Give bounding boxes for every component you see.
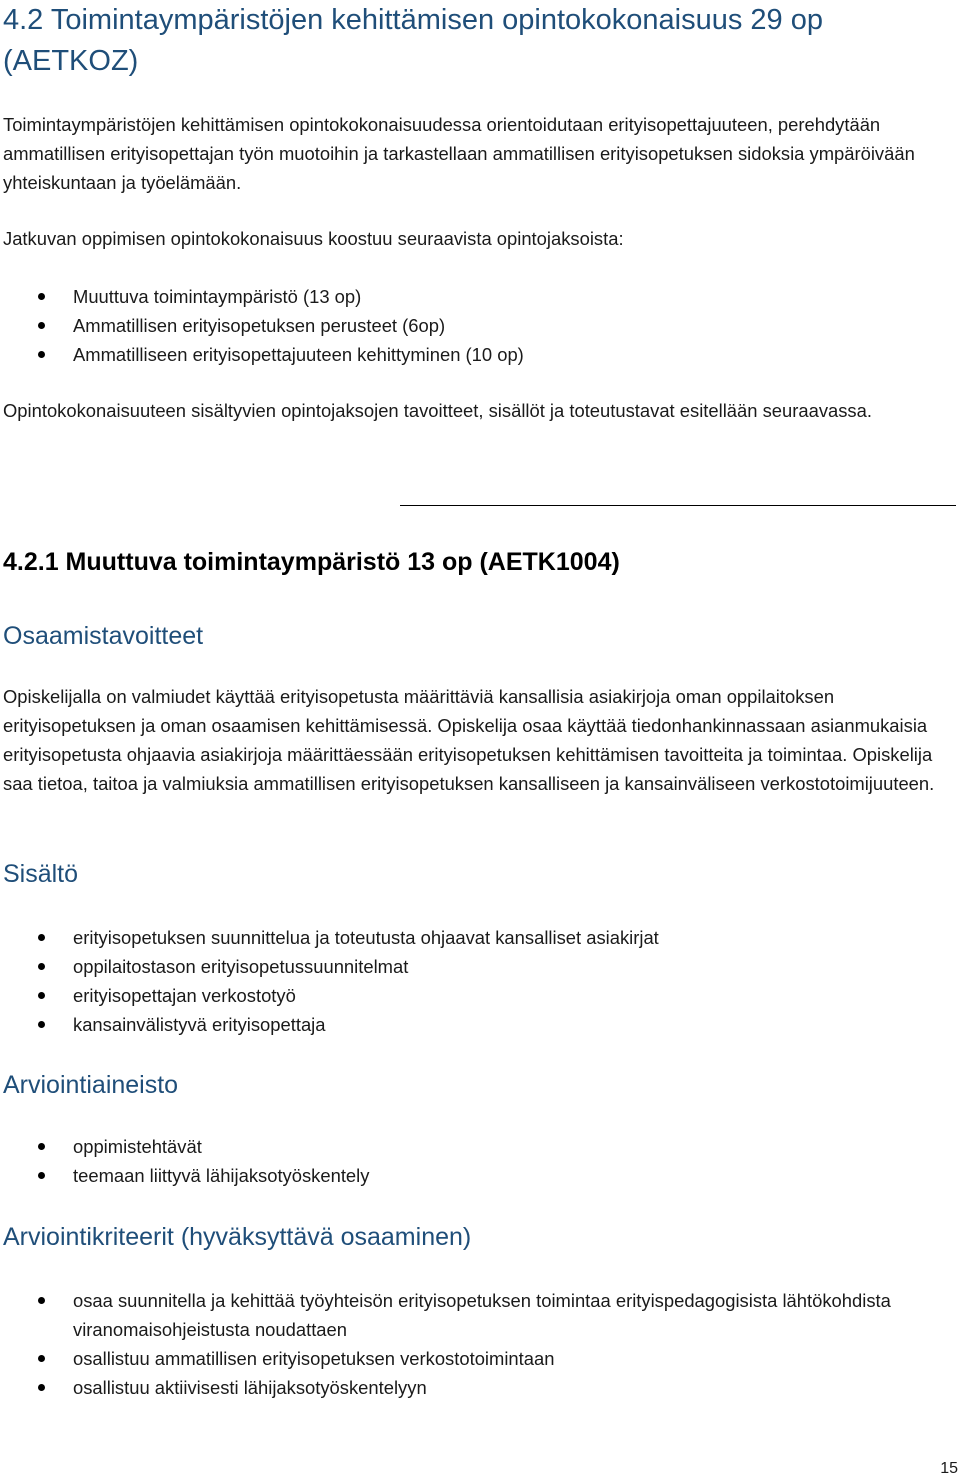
list-item: teemaan liittyvä lähijaksotyöskentely: [0, 1161, 950, 1190]
list-item: kansainvälistyvä erityisopettaja: [0, 1010, 950, 1039]
section-intro: Toimintaympäristöjen kehittämisen opintokokonaisuudessa orientoidutaan erityisopettajuuteen, perehdytään ammatillisen erityisopettajan työn muotoihin ja tarkastellaan ammatillisen erityisopetuksen sidoksia ympäröivään yhteiskuntaan ja työelämään.: [3, 114, 915, 193]
composition-lead: Jatkuvan oppimisen opintokokonaisuus koostuu seuraavista opintojaksoista:: [3, 228, 624, 249]
list-item: erityisopetuksen suunnittelua ja toteutusta ohjaavat kansalliset asiakirjat: [0, 923, 950, 952]
content-heading: Sisältö: [3, 860, 79, 888]
criteria-heading: Arviointikriteerit (hyväksyttävä osaaminen): [3, 1223, 472, 1251]
page-number: 15: [940, 1460, 958, 1477]
course-list: [0, 282, 950, 369]
objectives-text: Opiskelijalla on valmiudet käyttää erityisopetusta määrittäviä kansallisia asiakirjoja oman oppilaitoksen erityisopetuksen ja oman osaamisen kehittämisessä. Opiskelija osaa käyttää tiedonhankinnassaan asianmukaisia erityisopetusta ohjaavia asiakirjoja määrittäessään erityisopetuksen kehittämisen tavoitteita ja toimintaa. Opiskelija saa tietoa, taitoa ja valmiuksia ammatillisen erityisopetuksen kansalliseen ja kansainväliseen verkostotoimijuuteen.: [3, 686, 935, 794]
list-item: oppilaitostason erityisopetussuunnitelmat: [0, 952, 950, 981]
list-item: Ammatilliseen erityisopettajuuteen kehittyminen (10 op): [0, 340, 950, 369]
assessment-material-list: [0, 1132, 950, 1190]
section-title: 4.2 Toimintaympäristöjen kehittämisen opintokokonaisuus 29 op (AETKOZ): [3, 4, 824, 77]
course-title: 4.2.1 Muuttuva toimintaympäristö 13 op (AETK1004): [3, 548, 620, 576]
assessment-material-heading: Arviointiaineisto: [3, 1071, 179, 1099]
divider: [400, 505, 956, 506]
list-item: osallistuu ammatillisen erityisopetuksen verkostotoimintaan: [0, 1344, 950, 1373]
list-item: erityisopettajan verkostotyö: [0, 981, 950, 1010]
criteria-list: [0, 1286, 950, 1402]
list-item: Ammatillisen erityisopetuksen perusteet (6op): [0, 311, 950, 340]
objectives-heading: Osaamistavoitteet: [3, 622, 204, 650]
list-item: osaa suunnitella ja kehittää työyhteisön erityisopetuksen toimintaa erityispedagogisista lähtökohdista viranomaisohjeistusta noudattaen: [0, 1286, 950, 1344]
list-item: osallistuu aktiivisesti lähijaksotyöskentelyyn: [0, 1373, 950, 1402]
list-item: Muuttuva toimintaympäristö (13 op): [0, 282, 950, 311]
content-list: [0, 923, 950, 1039]
list-item: oppimistehtävät: [0, 1132, 950, 1161]
section-outro: Opintokokonaisuuteen sisältyvien opintojaksojen tavoitteet, sisällöt ja toteutustavat esitellään seuraavassa.: [3, 400, 872, 421]
